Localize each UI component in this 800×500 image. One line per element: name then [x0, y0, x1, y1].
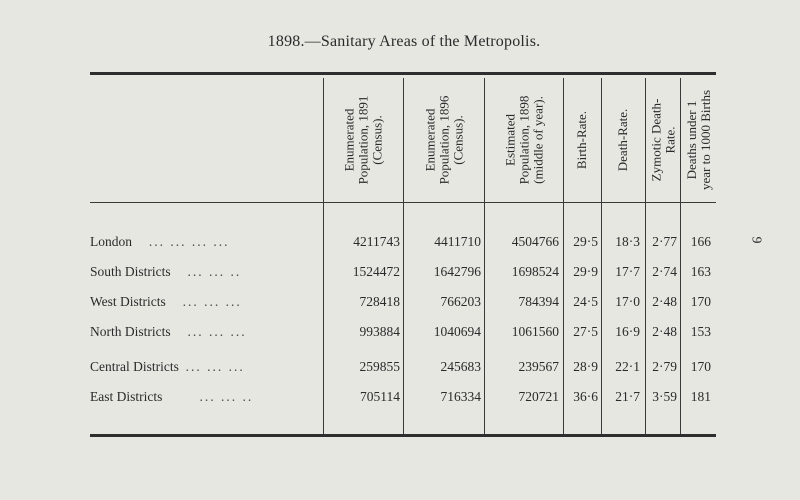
- cell-pop1896: 766203: [440, 294, 481, 309]
- cell-pop1891: 1524472: [352, 264, 400, 279]
- cell-infant-deaths: 170: [690, 359, 711, 374]
- header-death-rate: Death-Rate.: [615, 108, 631, 172]
- cell-pop1896: 1040694: [433, 324, 481, 339]
- page-title: 1898.—Sanitary Areas of the Metropolis.: [267, 33, 541, 50]
- cell-zymotic-rate: 2·48: [652, 324, 677, 339]
- header-birth-rate: Birth-Rate.: [574, 110, 590, 170]
- row-label: South Districts ... ... ..: [90, 264, 242, 279]
- cell-pop1891: 4211743: [353, 234, 400, 249]
- table-row: [90, 232, 716, 254]
- header-zymotic-death-rate: Zymotic Death- Rate.: [648, 98, 678, 182]
- cell-infant-deaths: 153: [690, 324, 711, 339]
- cell-birth-rate: 24·5: [573, 294, 598, 309]
- cell-death-rate: 16·9: [615, 324, 640, 339]
- table-row: [90, 292, 716, 314]
- cell-infant-deaths: 170: [690, 294, 711, 309]
- cell-pop1896: 4411710: [434, 234, 481, 249]
- page-number: 9: [748, 236, 764, 244]
- cell-pop1898: 4504766: [511, 234, 559, 249]
- row-label: West Districts ... ... ...: [90, 294, 242, 309]
- cell-pop1896: 1642796: [433, 264, 481, 279]
- cell-pop1896: 245683: [440, 359, 481, 374]
- cell-zymotic-rate: 2·48: [652, 294, 677, 309]
- header-infant-deaths: Deaths under 1 year to 1000 Births: [683, 89, 713, 191]
- table-row: [90, 357, 716, 379]
- cell-birth-rate: 29·9: [573, 264, 598, 279]
- row-label: East Districts ... ... ..: [90, 389, 254, 404]
- cell-birth-rate: 36·6: [573, 389, 598, 404]
- row-label: Central Districts ... ... ...: [90, 359, 245, 374]
- cell-infant-deaths: 166: [690, 234, 711, 249]
- table-bottom-rule: [90, 434, 716, 437]
- cell-birth-rate: 27·5: [573, 324, 598, 339]
- cell-zymotic-rate: 3·59: [652, 389, 677, 404]
- cell-death-rate: 22·1: [615, 359, 640, 374]
- cell-pop1891: 993884: [359, 324, 400, 339]
- cell-pop1898: 1061560: [511, 324, 559, 339]
- table-row: [90, 262, 716, 284]
- cell-birth-rate: 28·9: [573, 359, 598, 374]
- cell-pop1891: 259855: [359, 359, 400, 374]
- cell-pop1891: 728418: [359, 294, 400, 309]
- table-row: [90, 322, 716, 344]
- cell-infant-deaths: 181: [690, 389, 711, 404]
- cell-pop1896: 716334: [440, 389, 481, 404]
- header-population-1896: Enumerated Population, 1896 (Census).: [422, 95, 465, 185]
- cell-death-rate: 21·7: [615, 389, 640, 404]
- row-label: London ... ... ... ...: [90, 234, 230, 249]
- cell-pop1898: 239567: [518, 359, 559, 374]
- cell-pop1891: 705114: [360, 389, 400, 404]
- cell-infant-deaths: 163: [690, 264, 711, 279]
- cell-zymotic-rate: 2·77: [652, 234, 677, 249]
- cell-zymotic-rate: 2·74: [652, 264, 677, 279]
- table-top-rule: [90, 72, 716, 75]
- cell-birth-rate: 29·5: [573, 234, 598, 249]
- row-label: North Districts ... ... ...: [90, 324, 247, 339]
- cell-pop1898: 720721: [518, 389, 559, 404]
- cell-death-rate: 17·0: [615, 294, 640, 309]
- cell-death-rate: 18·3: [615, 234, 640, 249]
- cell-pop1898: 784394: [518, 294, 559, 309]
- table-row: [90, 387, 716, 409]
- cell-death-rate: 17·7: [615, 264, 640, 279]
- cell-pop1898: 1698524: [511, 264, 559, 279]
- cell-zymotic-rate: 2·79: [652, 359, 677, 374]
- header-population-1891: Enumerated Population, 1891 (Census).: [341, 95, 385, 185]
- header-population-1898: Estimated Population, 1898 (middle of year).: [502, 95, 545, 185]
